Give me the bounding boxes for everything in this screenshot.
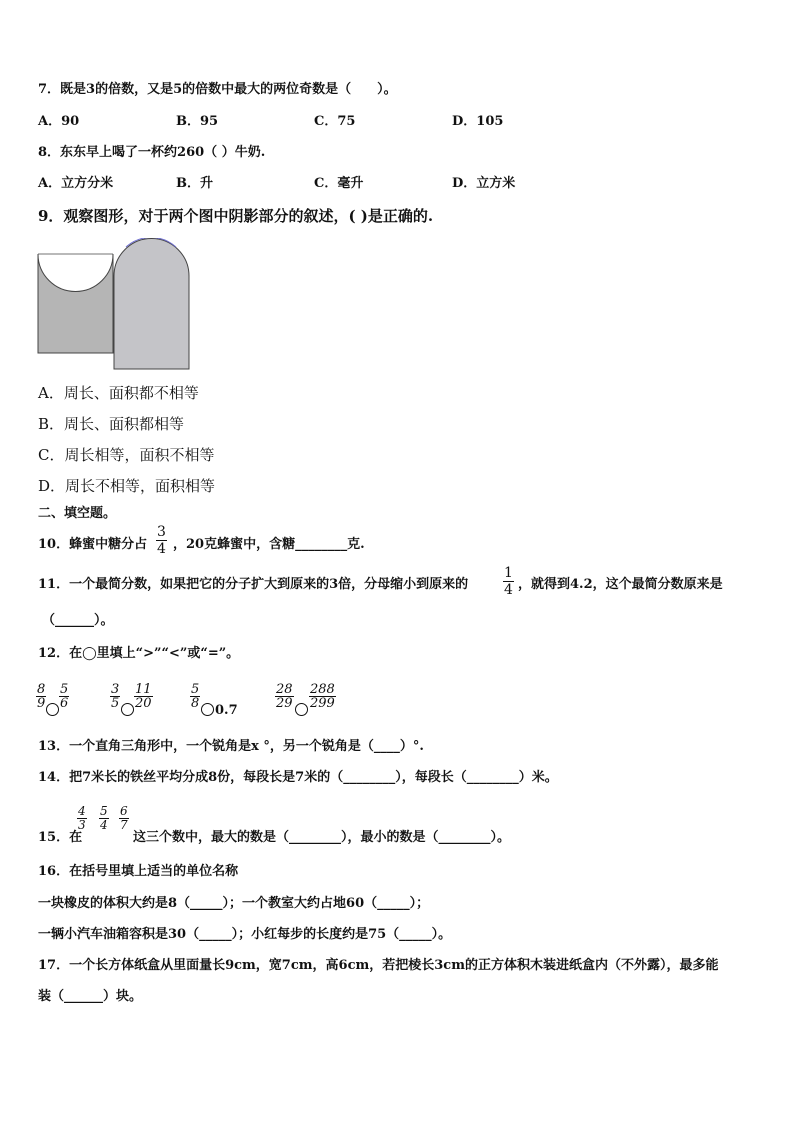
q15-frac-3 (119, 805, 129, 832)
q11-frac-num: 1 (504, 565, 513, 581)
q14-stem: 14．把7米长的铁丝平均分成8份，每段长是7米的（________），每段长（________）米。 (38, 770, 558, 785)
q12-item2-b (134, 683, 153, 710)
q12-item1-a-num: 8 (37, 682, 46, 697)
q12-item4-a-den: 29 (276, 696, 293, 711)
q12-item2-b-num: 11 (135, 682, 152, 697)
q9-stem: 9．观察图形，对于两个图中阴影部分的叙述，( )是正确的. (38, 207, 434, 225)
q12-item1-b-num: 5 (60, 682, 69, 697)
q10-fraction (156, 524, 167, 557)
q12-item2-a-den: 5 (111, 696, 120, 711)
q17-line2: 装（______）块。 (38, 989, 143, 1004)
q12-item2-a (110, 683, 120, 710)
q12-item3-a-num: 5 (191, 682, 200, 697)
q7-option-b[interactable]: B．95 (176, 114, 219, 129)
q7-option-a[interactable]: A．90 (38, 114, 80, 129)
q12-item4-b (309, 683, 336, 710)
q11-frac-den: 4 (504, 582, 513, 598)
q8-stem: 8．东东早上喝了一杯约260（ ）牛奶. (38, 145, 266, 160)
q10-post: ，20克蜂蜜中，含糖________克. (173, 537, 365, 552)
q15-post: 这三个数中，最大的数是（________），最小的数是（________）。 (133, 830, 511, 845)
q15-pre: 15．在 (38, 830, 83, 845)
q7-stem: 7．既是3的倍数，又是5的倍数中最大的两位奇数是（ ）。 (38, 82, 397, 97)
q12-item4-a-num: 28 (276, 682, 293, 697)
q7-option-c[interactable]: C．75 (314, 114, 356, 129)
q11-fraction (503, 565, 514, 598)
q12-item1-circle[interactable] (46, 703, 59, 716)
q8-option-b[interactable]: B．升 (176, 176, 213, 191)
q11-line2: （______）。 (42, 613, 114, 628)
q15-frac2-den: 4 (100, 818, 108, 832)
q16-line1: 一块橡皮的体积大约是8（_____）；一个教室大约占地60（_____）； (38, 896, 430, 911)
q10-frac-den: 4 (157, 541, 166, 557)
q12-item3-a (190, 683, 200, 710)
q12-item1-a (36, 683, 46, 710)
q15-frac3-num: 6 (120, 804, 128, 818)
q12-item2-a-num: 3 (111, 682, 120, 697)
q12-item4-circle[interactable] (295, 703, 308, 716)
q12-item1-b (59, 683, 69, 710)
q12-item1-b-den: 6 (60, 696, 69, 711)
q9-left-shape (38, 254, 113, 353)
q16-stem: 16．在括号里填上适当的单位名称 (38, 864, 239, 879)
q15-frac2-num: 5 (100, 804, 108, 818)
section-title: 二、填空题。 (38, 506, 117, 521)
q10-frac-num: 3 (157, 524, 166, 540)
q9-option-d[interactable]: D．周长不相等，面积相等 (38, 477, 216, 495)
q15-frac1-num: 4 (78, 804, 86, 818)
q8-option-a[interactable]: A．立方分米 (38, 176, 114, 191)
q15-frac-2 (99, 805, 109, 832)
q8-option-c[interactable]: C．毫升 (314, 176, 364, 191)
q9-figure (36, 238, 192, 372)
q12-item3-circle[interactable] (201, 703, 214, 716)
q11-post: ，就得到4.2，这个最简分数原来是 (518, 577, 723, 592)
q12-item2-circle[interactable] (121, 703, 134, 716)
q15-frac-1 (77, 805, 87, 832)
q8-option-d[interactable]: D．立方米 (452, 176, 516, 191)
q15-frac1-den: 3 (78, 818, 86, 832)
q12-item2-b-den: 20 (135, 696, 152, 711)
q12-item3-b: 0.7 (215, 703, 238, 718)
q9-option-b[interactable]: B．周长、面积都相等 (38, 415, 185, 433)
q12-stem: 12．在◯里填上“>”“<”或“=”。 (38, 646, 240, 661)
q12-item3-a-den: 8 (191, 696, 200, 711)
q9-option-a[interactable]: A．周长、面积都不相等 (38, 384, 199, 402)
q11-pre: 11．一个最简分数，如果把它的分子扩大到原来的3倍，分母缩小到原来的 (38, 577, 469, 592)
q12-item1-a-den: 9 (37, 696, 46, 711)
q15-frac3-den: 7 (120, 818, 128, 832)
q7-option-d[interactable]: D．105 (452, 114, 504, 129)
q12-item4-b-den: 299 (310, 696, 335, 711)
q16-line2: 一辆小汽车油箱容积是30（_____）；小红每步的长度约是75（_____）。 (38, 927, 452, 942)
q13-stem: 13．一个直角三角形中，一个锐角是x °，另一个锐角是（____）°. (38, 739, 424, 754)
q9-option-c[interactable]: C．周长相等，面积不相等 (38, 446, 215, 464)
q10-pre: 10．蜂蜜中糖分占 (38, 537, 148, 552)
q12-item4-b-num: 288 (310, 682, 335, 697)
q9-right-shape (114, 239, 189, 369)
q12-item4-a (275, 683, 294, 710)
q17-line1: 17．一个长方体纸盒从里面量长9cm，宽7cm，高6cm，若把棱长3cm的正方体积木装进纸盒内（不外露），最多能 (38, 958, 719, 973)
